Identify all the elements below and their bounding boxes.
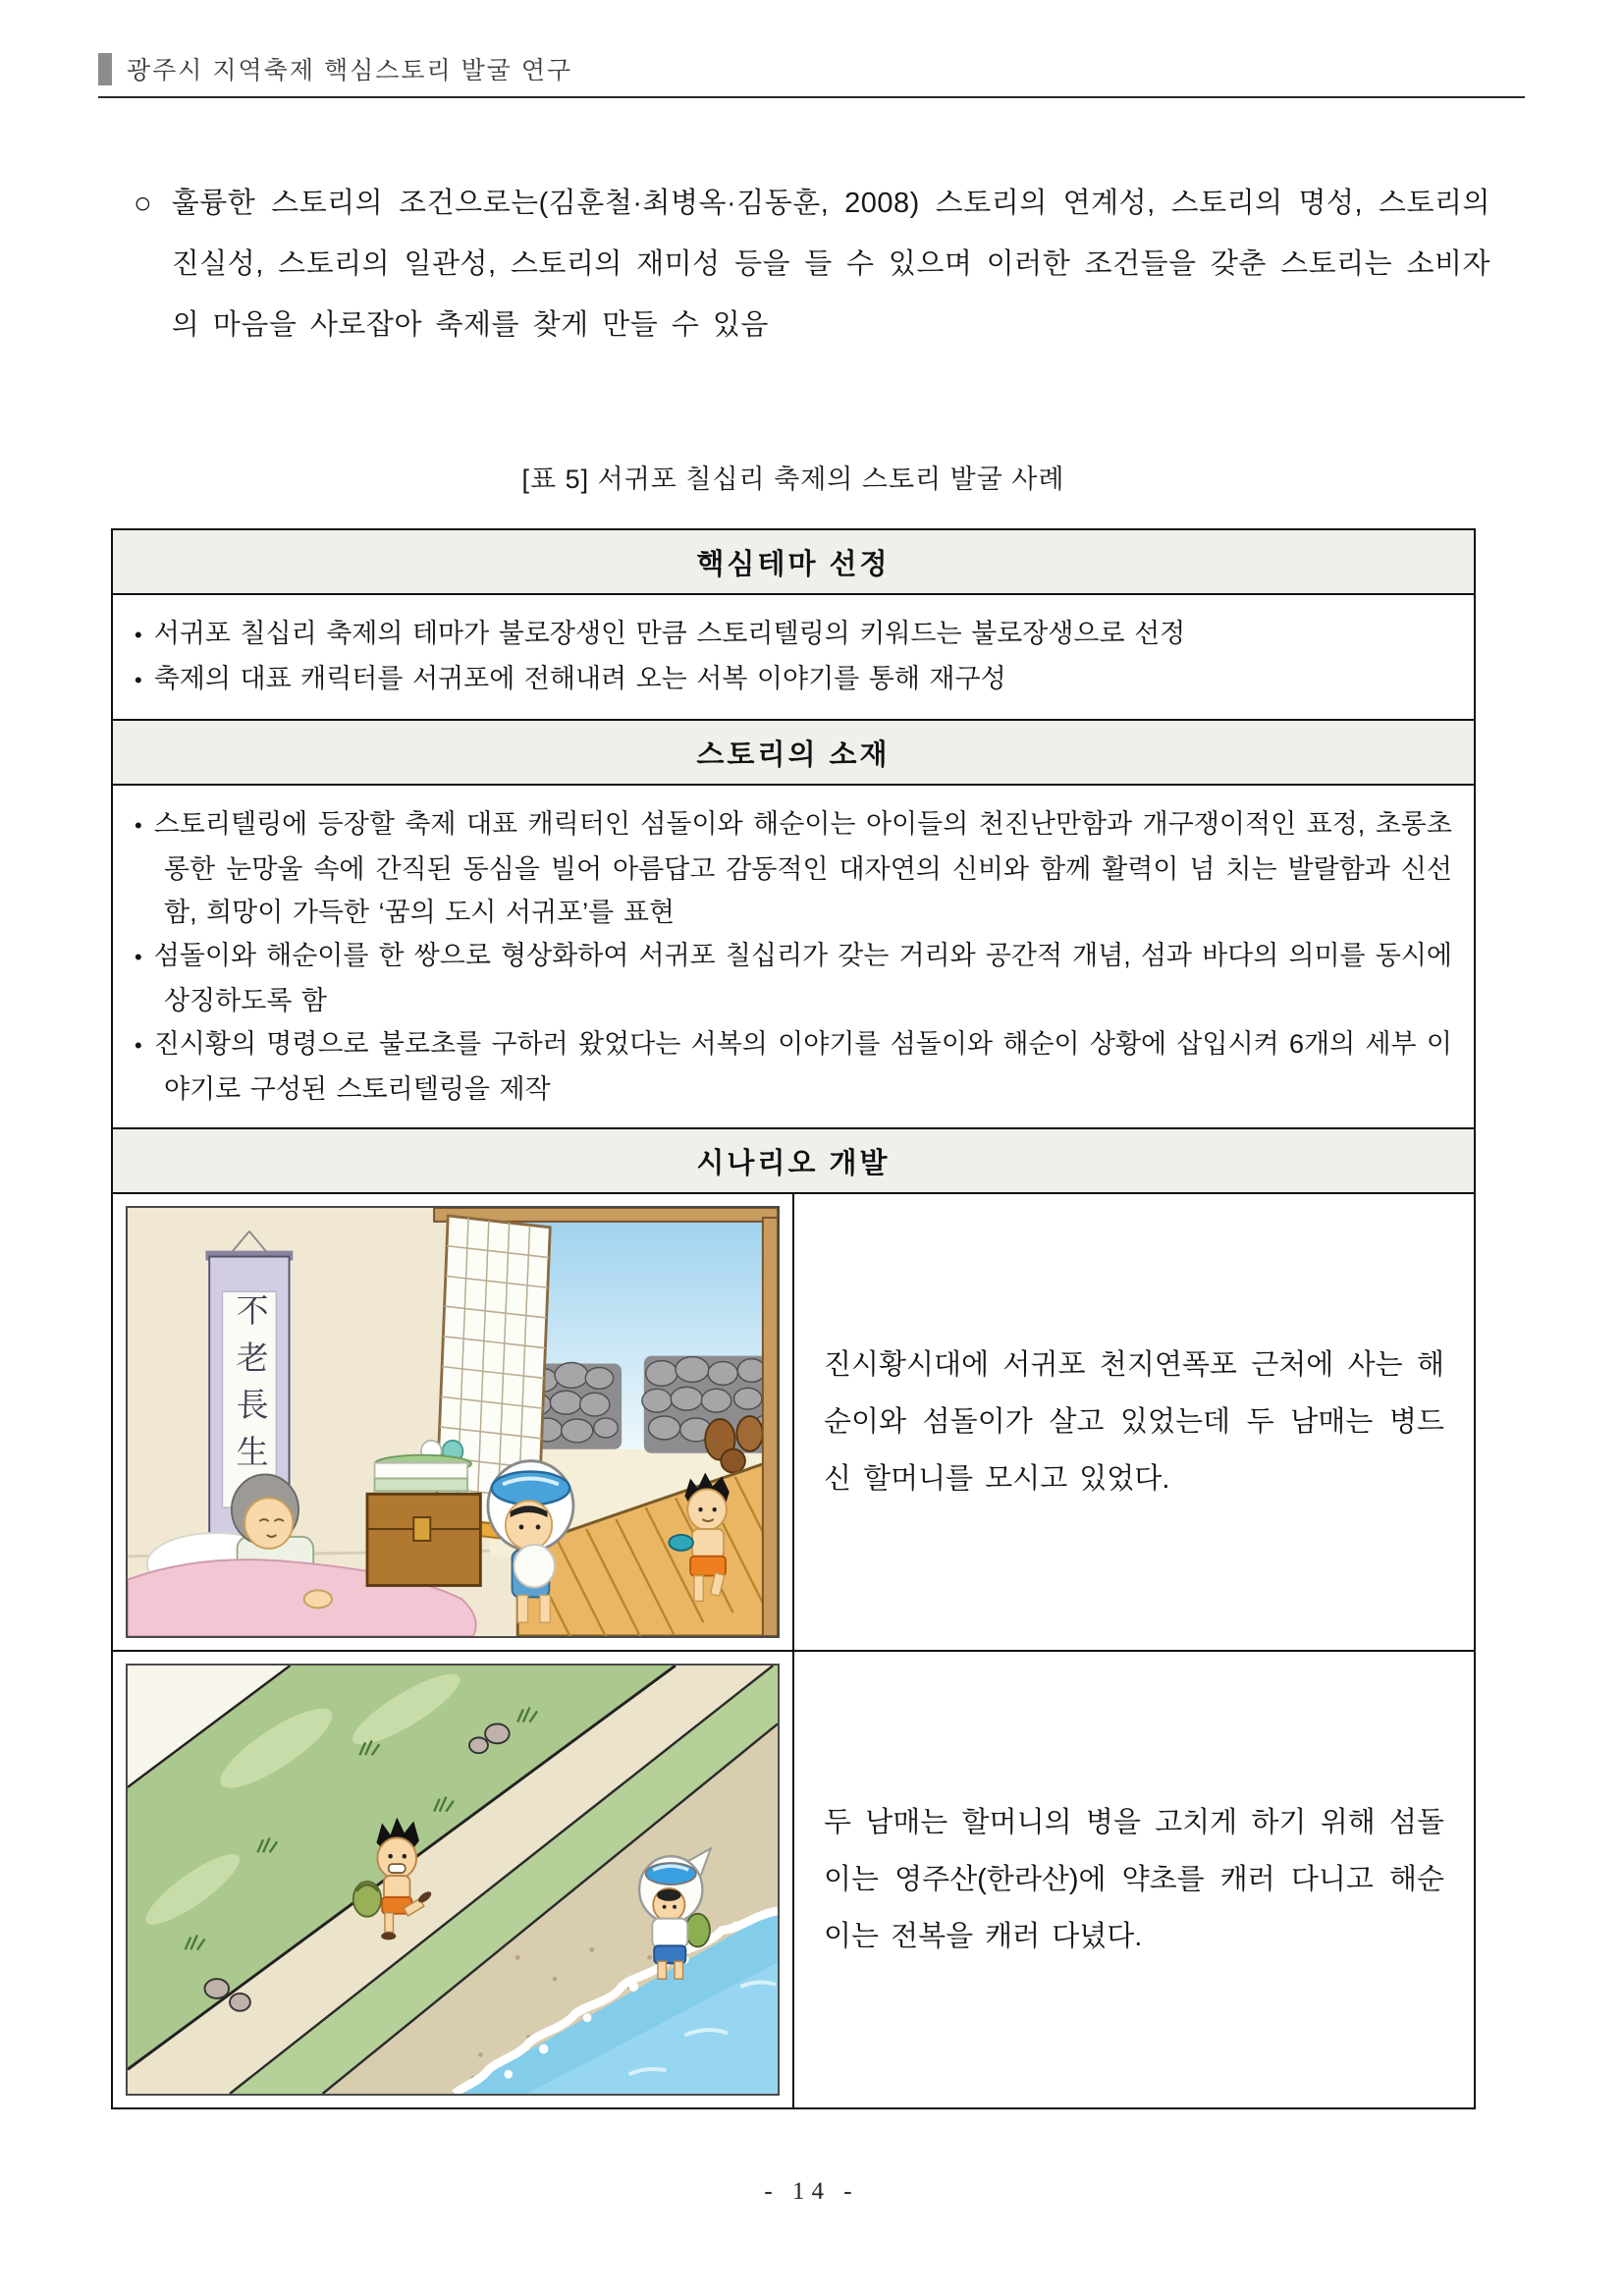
table-row: [112, 1193, 1475, 1651]
table-row: [112, 1651, 1475, 2108]
scenario-1-illustration-cell: [112, 1193, 793, 1651]
section-body-theme: [112, 594, 1475, 720]
list-item: [135, 1022, 1452, 1111]
material-bullet-list: [135, 802, 1452, 1111]
page-footer: [0, 2178, 1623, 2206]
running-header-title: 광주시 지역축제 핵심스토리 발굴 연구: [127, 57, 573, 84]
section-header-theme: 핵심테마 선정: [112, 529, 1475, 594]
page-number: - 14 -: [764, 2178, 859, 2205]
story-discovery-table: [111, 528, 1476, 2109]
scenario-2-illustration-cell: [112, 1651, 793, 2108]
list-item: [135, 612, 1452, 657]
list-item-text: 서귀포 칠십리 축제의 테마가 불로장생인 만큼 스토리텔링의 키워드는 불로장생으로 선정: [153, 619, 1186, 648]
table-row: [112, 785, 1475, 1128]
section-header-scenario: 시나리오 개발: [112, 1128, 1475, 1193]
dot-bullet-marker: •: [135, 945, 142, 969]
list-item-text: 스토리텔링에 등장할 축제 대표 캐릭터인 섬돌이와 해순이는 아이들의 천진난만함과 개구쟁이적인 표정, 초롱초롱한 눈망울 속에 간직된 동심을 빌어 아름답고 감동적인 대자연의 신비와 함께 활력이 넘 치는 발랄함과 신선함, 희망이 가득한 ‘꿈의 도시 서귀포’를 표현: [153, 809, 1452, 927]
circle-bullet-marker: ○: [134, 186, 152, 220]
dot-bullet-marker: •: [135, 668, 142, 692]
table-row: [112, 720, 1475, 785]
mountain-sea-scene-drawing: [128, 1666, 778, 2094]
theme-bullet-list: [135, 612, 1452, 702]
lead-paragraph-text: 훌륭한 스토리의 조건으로는(김훈철·최병옥·김동훈, 2008) 스토리의 연계성, 스토리의 명성, 스토리의 진실성, 스토리의 일관성, 스토리의 재미성 등을 들 수 있으며 이러한 조건들을 갖춘 스토리는 소비자의 마음을 사로잡아 축제를 찾게 만들 수 있음: [171, 188, 1490, 341]
scenario-1-text: 진시황시대에 서귀포 천지연폭포 근처에 사는 해순이와 섬돌이가 살고 있었는데 두 남매는 병드신 할머니를 모시고 있었다.: [793, 1193, 1475, 1651]
table-row: [112, 594, 1475, 720]
table-row: [112, 529, 1475, 594]
dot-bullet-marker: •: [135, 623, 142, 647]
scenario-2-text: 두 남매는 할머니의 병을 고치게 하기 위해 섬돌이는 영주산(한라산)에 약초를 캐러 다니고 해순이는 전복을 캐러 다녔다.: [793, 1651, 1475, 2108]
list-item-text: 축제의 대표 캐릭터를 서귀포에 전해내려 오는 서복 이야기를 통해 재구성: [153, 664, 1006, 693]
section-body-material: [112, 785, 1475, 1128]
table-caption: [표 5] 서귀포 칠십리 축제의 스토리 발굴 사례: [521, 465, 1065, 494]
list-item: [135, 657, 1452, 702]
scroll-calligraphy-text: 不老長生: [231, 1293, 267, 1483]
lead-paragraph: [134, 173, 1490, 355]
dot-bullet-marker: •: [135, 1033, 142, 1058]
list-item-text: 진시황의 명령으로 불로초를 구하러 왔었다는 서복의 이야기를 섬돌이와 해순이 상황에 삽입시켜 6개의 세부 이야기로 구성된 스토리텔링을 제작: [153, 1029, 1452, 1104]
running-header: [98, 51, 1525, 86]
section-header-material: 스토리의 소재: [112, 720, 1475, 785]
chest-with-towels: [367, 1441, 480, 1586]
dot-bullet-marker: •: [135, 813, 142, 838]
header-divider: [98, 96, 1525, 98]
list-item: [135, 934, 1452, 1022]
room-scene-drawing: [128, 1208, 778, 1636]
scenario-2-illustration-mountain-sea-scene: [126, 1664, 780, 2096]
list-item: [135, 802, 1452, 934]
list-item-text: 섬돌이와 해순이를 한 쌍으로 형상화하여 서귀포 칠십리가 갖는 거리와 공간적 개념, 섬과 바다의 의미를 동시에 상징하도록 함: [153, 941, 1452, 1015]
scenario-1-illustration-room-scene: [126, 1206, 780, 1638]
table-row: [112, 1128, 1475, 1193]
header-accent-bar: [98, 53, 112, 85]
